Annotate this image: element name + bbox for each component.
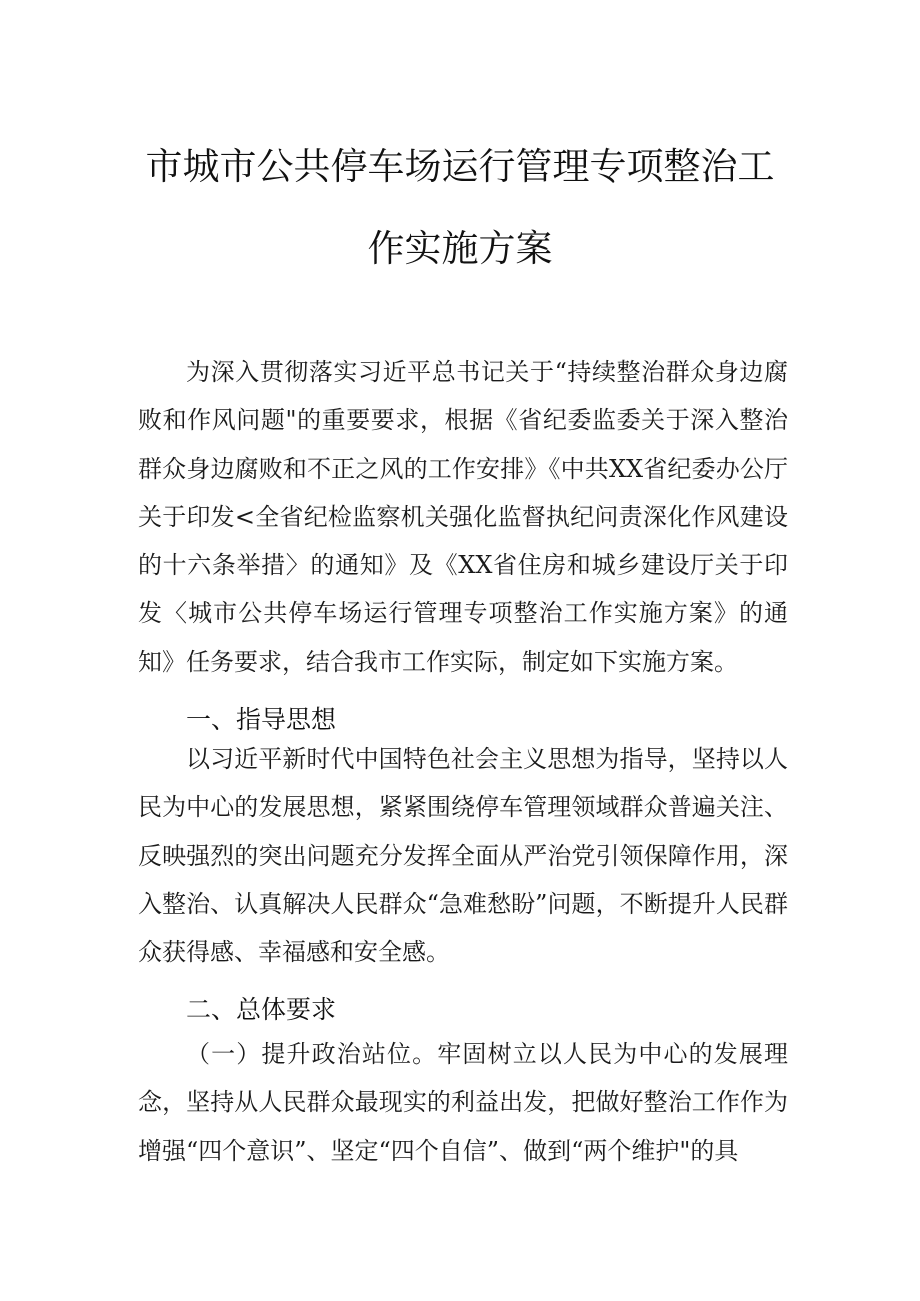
intro-paragraph: 为深入贯彻落实习近平总书记关于“持续整治群众身边腐败和作风问题"的重要要求，根据《省纪委监委关于深入整治群众身边腐败和不正之风的工作安排》《中共XX省纪委办公厅关于印发<全省纪检监察机关强化监督执纪问责深化作风建设的十六条举措〉的通知》及《XX省住房和城乡建设厅关于印发〈城市公共停车场运行管理专项整治工作实施方案》的通知》任务要求，结合我市工作实际，制定如下实施方案。	[138, 358, 788, 676]
section-paragraph-overall-requirements: （一）提升政治站位。牢固树立以人民为中心的发展理念，坚持从人民群众最现实的利益出发，把做好整治工作作为增强“四个意识”、坚定“四个自信”、做到“两个维护"的具	[138, 1040, 788, 1165]
section-heading-guiding-ideology: 一、指导思想	[186, 705, 337, 734]
section-heading-overall-requirements: 二、总体要求	[186, 995, 337, 1024]
section-paragraph-guiding-ideology: 以习近平新时代中国特色社会主义思想为指导，坚持以人民为中心的发展思想，紧紧围绕停车管理领域群众普遍关注、反映强烈的突出问题充分发挥全面从严治党引领保障作用，深入整治、认真解决人民群众“急难愁盼”问题，不断提升人民群众获得感、幸福感和安全感。	[138, 745, 788, 967]
document-title-line-2: 作实施方案	[367, 227, 553, 270]
document-title-line-1: 市城市公共停车场运行管理专项整治工	[145, 145, 775, 188]
